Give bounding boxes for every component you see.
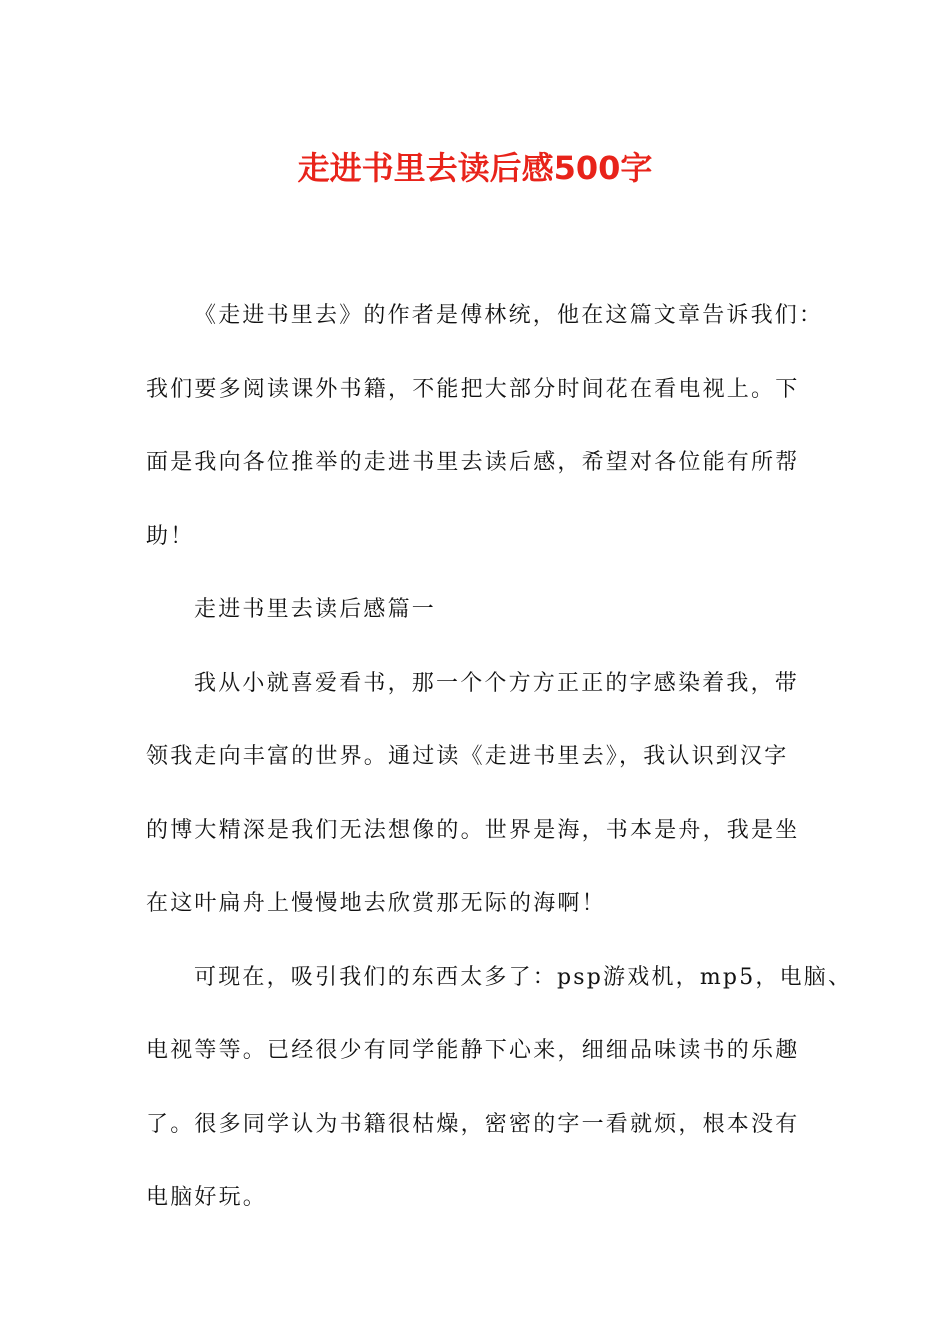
section-heading	[146, 573, 826, 647]
text-line: 我们要多阅读课外书籍，不能把大部分时间花在看电视上。下	[146, 376, 800, 402]
body-paragraph	[146, 647, 826, 941]
text-line: 的博大精深是我们无法想像的。世界是海，书本是舟，我是坐	[146, 817, 800, 843]
text-line: 在这叶扁舟上慢慢地去欣赏那无际的海啊！	[146, 891, 606, 916]
text-line: 走进书里去读后感篇一	[194, 597, 437, 622]
text-line: 了。很多同学认为书籍很枯燥，密密的字一看就烦，根本没有	[146, 1111, 800, 1137]
body-paragraph	[146, 941, 853, 1235]
document-body	[146, 279, 853, 1235]
text-line: 领我走向丰富的世界。通过读《走进书里去》，我认识到汉字	[146, 744, 789, 769]
text-line: 我从小就喜爱看书，那一个个方方正正的字感染着我，带	[194, 670, 800, 696]
text-line: 可现在，吸引我们的东西太多了：psp游戏机，mp5，电脑、	[194, 964, 853, 990]
document-title: 走进书里去读后感500字	[297, 149, 653, 187]
text-line: 助！	[146, 523, 195, 549]
intro-paragraph	[146, 279, 826, 573]
text-line: 《走进书里去》的作者是傅林统，他在这篇文章告诉我们：	[194, 303, 824, 328]
text-line: 面是我向各位推举的走进书里去读后感，希望对各位能有所帮	[146, 450, 800, 475]
text-line: 电视等等。已经很少有同学能静下心来，细细品味读书的乐趣	[146, 1038, 800, 1063]
text-line: 电脑好玩。	[146, 1185, 268, 1210]
